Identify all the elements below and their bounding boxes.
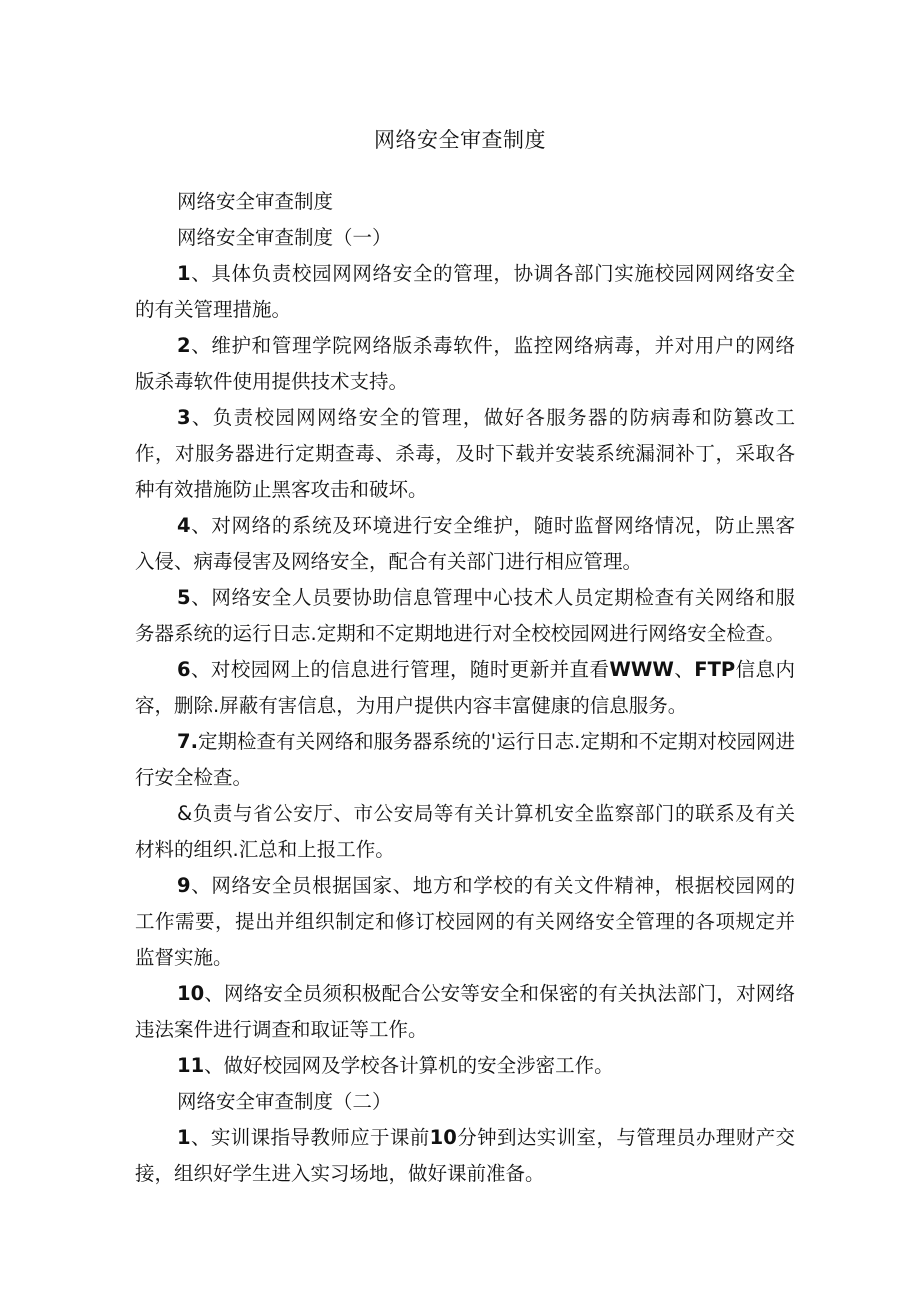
item-text: 、网络安全员根据国家、地方和学校的有关文件精神，根据校园网的工作需要，提出并组织制定和修订校园网的有关网络安全管理的各项规定并监督实施。 [135, 874, 795, 969]
document-body [135, 184, 795, 1192]
list-item [135, 976, 795, 1048]
list-item: &负责与省公安厅、市公安局等有关计算机安全监察部门的联系及有关材料的组织.汇总和上报工作。 [135, 802, 795, 861]
ftp-term: FTP [694, 658, 736, 681]
www-term: WWW [609, 658, 674, 681]
item-number: 4 [177, 514, 191, 537]
item-number: 11 [177, 1054, 205, 1077]
item-number: 2 [177, 334, 191, 357]
item-number: 1 [177, 1126, 191, 1149]
document-title: 网络安全审查制度 [374, 128, 546, 152]
item-text: 、对网络的系统及环境进行安全维护，随时监督网络情况，防止黑客入侵、病毒侵害及网络安全，配合有关部门进行相应管理。 [135, 514, 795, 573]
item-text: 分钟到达实训室，与管理员办理财产交接，组织好学生进入实习场地，做好课前准备。 [135, 1126, 795, 1185]
item-text: 定期检查有关网络和服务器系统的'运行日志.定期和不定期对校园网进行安全检查。 [135, 730, 795, 789]
list-item [135, 724, 795, 796]
item-number: 1 [177, 262, 191, 285]
list-item [135, 580, 795, 652]
list-item [135, 1048, 795, 1084]
item-text: 、做好校园网及学校各计算机的安全涉密工作。 [204, 1054, 614, 1077]
item-text: 、网络安全员须积极配合公安等安全和保密的有关执法部门，对网络违法案件进行调查和取证等工作。 [135, 982, 795, 1041]
item-number: 6 [177, 658, 191, 681]
list-item [135, 868, 795, 976]
heading-paragraph: 网络安全审查制度 [177, 190, 334, 213]
item-text: 、负责校园网网络安全的管理，做好各服务器的防病毒和防篡改工作，对服务器进行定期查毒、杀毒，及时下载并安装系统漏洞补丁，采取各种有效措施防止黑客攻击和破坏。 [135, 406, 795, 501]
item-text: 、实训课指导教师应于课前 [190, 1126, 430, 1149]
item-number: 9 [177, 874, 191, 897]
list-item [135, 1120, 795, 1192]
section-heading-2: 网络安全审查制度（二） [177, 1090, 392, 1113]
item-text: 、维护和管理学院网络版杀毒软件，监控网络病毒，并对用户的网络版杀毒软件使用提供技术支持。 [135, 334, 795, 393]
list-item [135, 508, 795, 580]
item-number: 7. [177, 730, 198, 753]
list-item [135, 652, 795, 724]
item-text: 信息内容，删除.屏蔽有害信息，为用户提供内容丰富健康的信息服务。 [135, 658, 795, 717]
list-item [135, 328, 795, 400]
item-text: 、 [673, 658, 695, 681]
item-number: 5 [177, 586, 191, 609]
minutes-number: 10 [429, 1126, 457, 1149]
item-text: 、网络安全人员要协助信息管理中心技术人员定期检查有关网络和服务器系统的运行日志.定期和不定期地进行对全校校园网进行网络安全检查。 [135, 586, 795, 645]
item-text: 、对校园网上的信息进行管理，随时更新并直看 [190, 658, 610, 681]
list-item [135, 256, 795, 328]
list-item [135, 400, 795, 508]
item-number: 10 [177, 982, 205, 1005]
item-number: 3 [177, 406, 191, 429]
item-text: 、具体负责校园网网络安全的管理，协调各部门实施校园网网络安全的有关管理措施。 [135, 262, 795, 321]
section-heading-1: 网络安全审查制度（一） [177, 226, 392, 249]
